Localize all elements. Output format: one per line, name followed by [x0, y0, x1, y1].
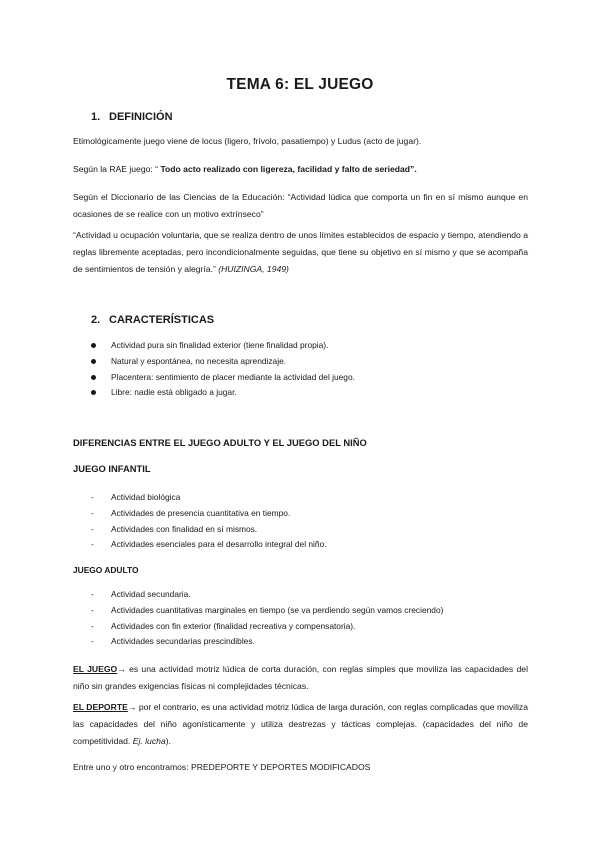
dash-marker: -: [91, 604, 94, 615]
rae-definition: Todo acto realizado con ligereza, facilidad y falto de seriedad”.: [160, 164, 417, 174]
list-item: Libre: nadie está obligado a jugar.: [91, 385, 355, 401]
bullet-icon: [91, 343, 96, 348]
huizinga-citation: (HUIZINGA, 1949): [218, 264, 289, 274]
paragraph-etimologia: Etimológicamente juego viene de locus (ligero, frívolo, pasatiempo) y Ludus (acto de jugar).: [73, 136, 422, 146]
dash-marker: -: [91, 539, 94, 550]
right-arrow-icon: →: [127, 702, 137, 712]
keyword-el-juego: EL JUEGO: [73, 664, 118, 674]
paragraph-el-deporte: EL DEPORTE→ por el contrario, es una actividad motriz lúdica de larga duración, con reglas complicadas que moviliza las capacidades del niño agonísticamente y utiliza destrezas y tácticas complejas. (capacidades del niño de competitividad. Ej. lucha).: [73, 702, 528, 746]
example-text: Ej. lucha: [132, 736, 166, 746]
bullet-icon: [91, 359, 96, 364]
dash-marker: -: [91, 523, 94, 534]
list-item: Natural y espontánea, no necesita aprendizaje.: [91, 354, 355, 370]
list-item: - Actividades cuantitativas marginales en tiempo (se va perdiendo según vamos creciendo): [91, 603, 443, 619]
differences-heading: DIFERENCIAS ENTRE EL JUEGO ADULTO Y EL JUEGO DEL NIÑO: [73, 437, 367, 448]
section-title: CARACTERÍSTICAS: [109, 314, 215, 326]
list-item: - Actividad biológica: [91, 490, 327, 506]
section-heading-caracteristicas: [91, 314, 214, 326]
dash-marker: -: [91, 620, 94, 631]
paragraph-final: Entre uno y otro encontramos: PREDEPORTE Y DEPORTES MODIFICADOS: [73, 762, 371, 772]
caracteristicas-list: [91, 338, 355, 401]
dash-marker: -: [91, 492, 94, 502]
list-item: - Actividades esenciales para el desarrollo integral del niño.: [91, 537, 327, 553]
dash-marker: -: [91, 636, 94, 647]
juego-adulto-list: [91, 587, 443, 650]
right-arrow-icon: →: [117, 664, 126, 674]
juego-adulto-heading: JUEGO ADULTO: [73, 565, 139, 575]
list-item: - Actividades secundarias prescindibles.: [91, 634, 443, 650]
section-title: DEFINICIÓN: [109, 111, 173, 123]
paragraph-rae: [73, 161, 528, 178]
list-item: - Actividades con fin exterior (finalidad recreativa y compensatoria).: [91, 619, 443, 635]
paragraph-huizinga: [73, 227, 528, 278]
paragraph-el-juego: EL JUEGO→ es una actividad motriz lúdica de corta duración, con reglas simples que moviliza las capacidades del niño sin grandes exigencias físicas ni complejidades técnicas.: [73, 664, 528, 691]
huizinga-quote: “Actividad u ocupación voluntaria, que se realiza dentro de unos límites establecidos de espacio y tiempo, atendiendo a reglas libremente aceptadas, pero incondicionalmente seguidas, que tiene su objetivo en sí mismo y que se acompaña de sentimientos de tensión y alegría.”: [73, 230, 528, 274]
section-number: 2.: [91, 314, 101, 326]
rae-intro: Según la RAE juego: “: [73, 164, 161, 174]
bullet-icon: [91, 390, 96, 395]
list-item: - Actividad secundaria.: [91, 587, 443, 603]
dash-marker: -: [91, 589, 94, 599]
list-item: - Actividades de presencia cuantitativa en tiempo.: [91, 506, 327, 522]
juego-infantil-heading: JUEGO INFANTIL: [73, 463, 151, 474]
section-heading-definicion: [91, 111, 173, 123]
dash-marker: -: [91, 507, 94, 518]
juego-infantil-list: [91, 490, 327, 553]
section-number: 1.: [91, 111, 101, 123]
paragraph-diccionario: Según el Diccionario de las Ciencias de la Educación: “Actividad lúdica que comporta un fin en sí mismo aunque en ocasiones de se realice con un motivo extrínseco”: [73, 192, 528, 219]
list-item: - Actividades con finalidad en sí mismos.: [91, 522, 327, 538]
list-item: Actividad pura sin finalidad exterior (tiene finalidad propia).: [91, 338, 355, 354]
keyword-el-deporte: EL DEPORTE: [73, 702, 128, 712]
list-item: Placentera: sentimiento de placer mediante la actividad del juego.: [91, 370, 355, 386]
bullet-icon: [91, 375, 96, 380]
page-title: TEMA 6: EL JUEGO: [226, 76, 374, 93]
